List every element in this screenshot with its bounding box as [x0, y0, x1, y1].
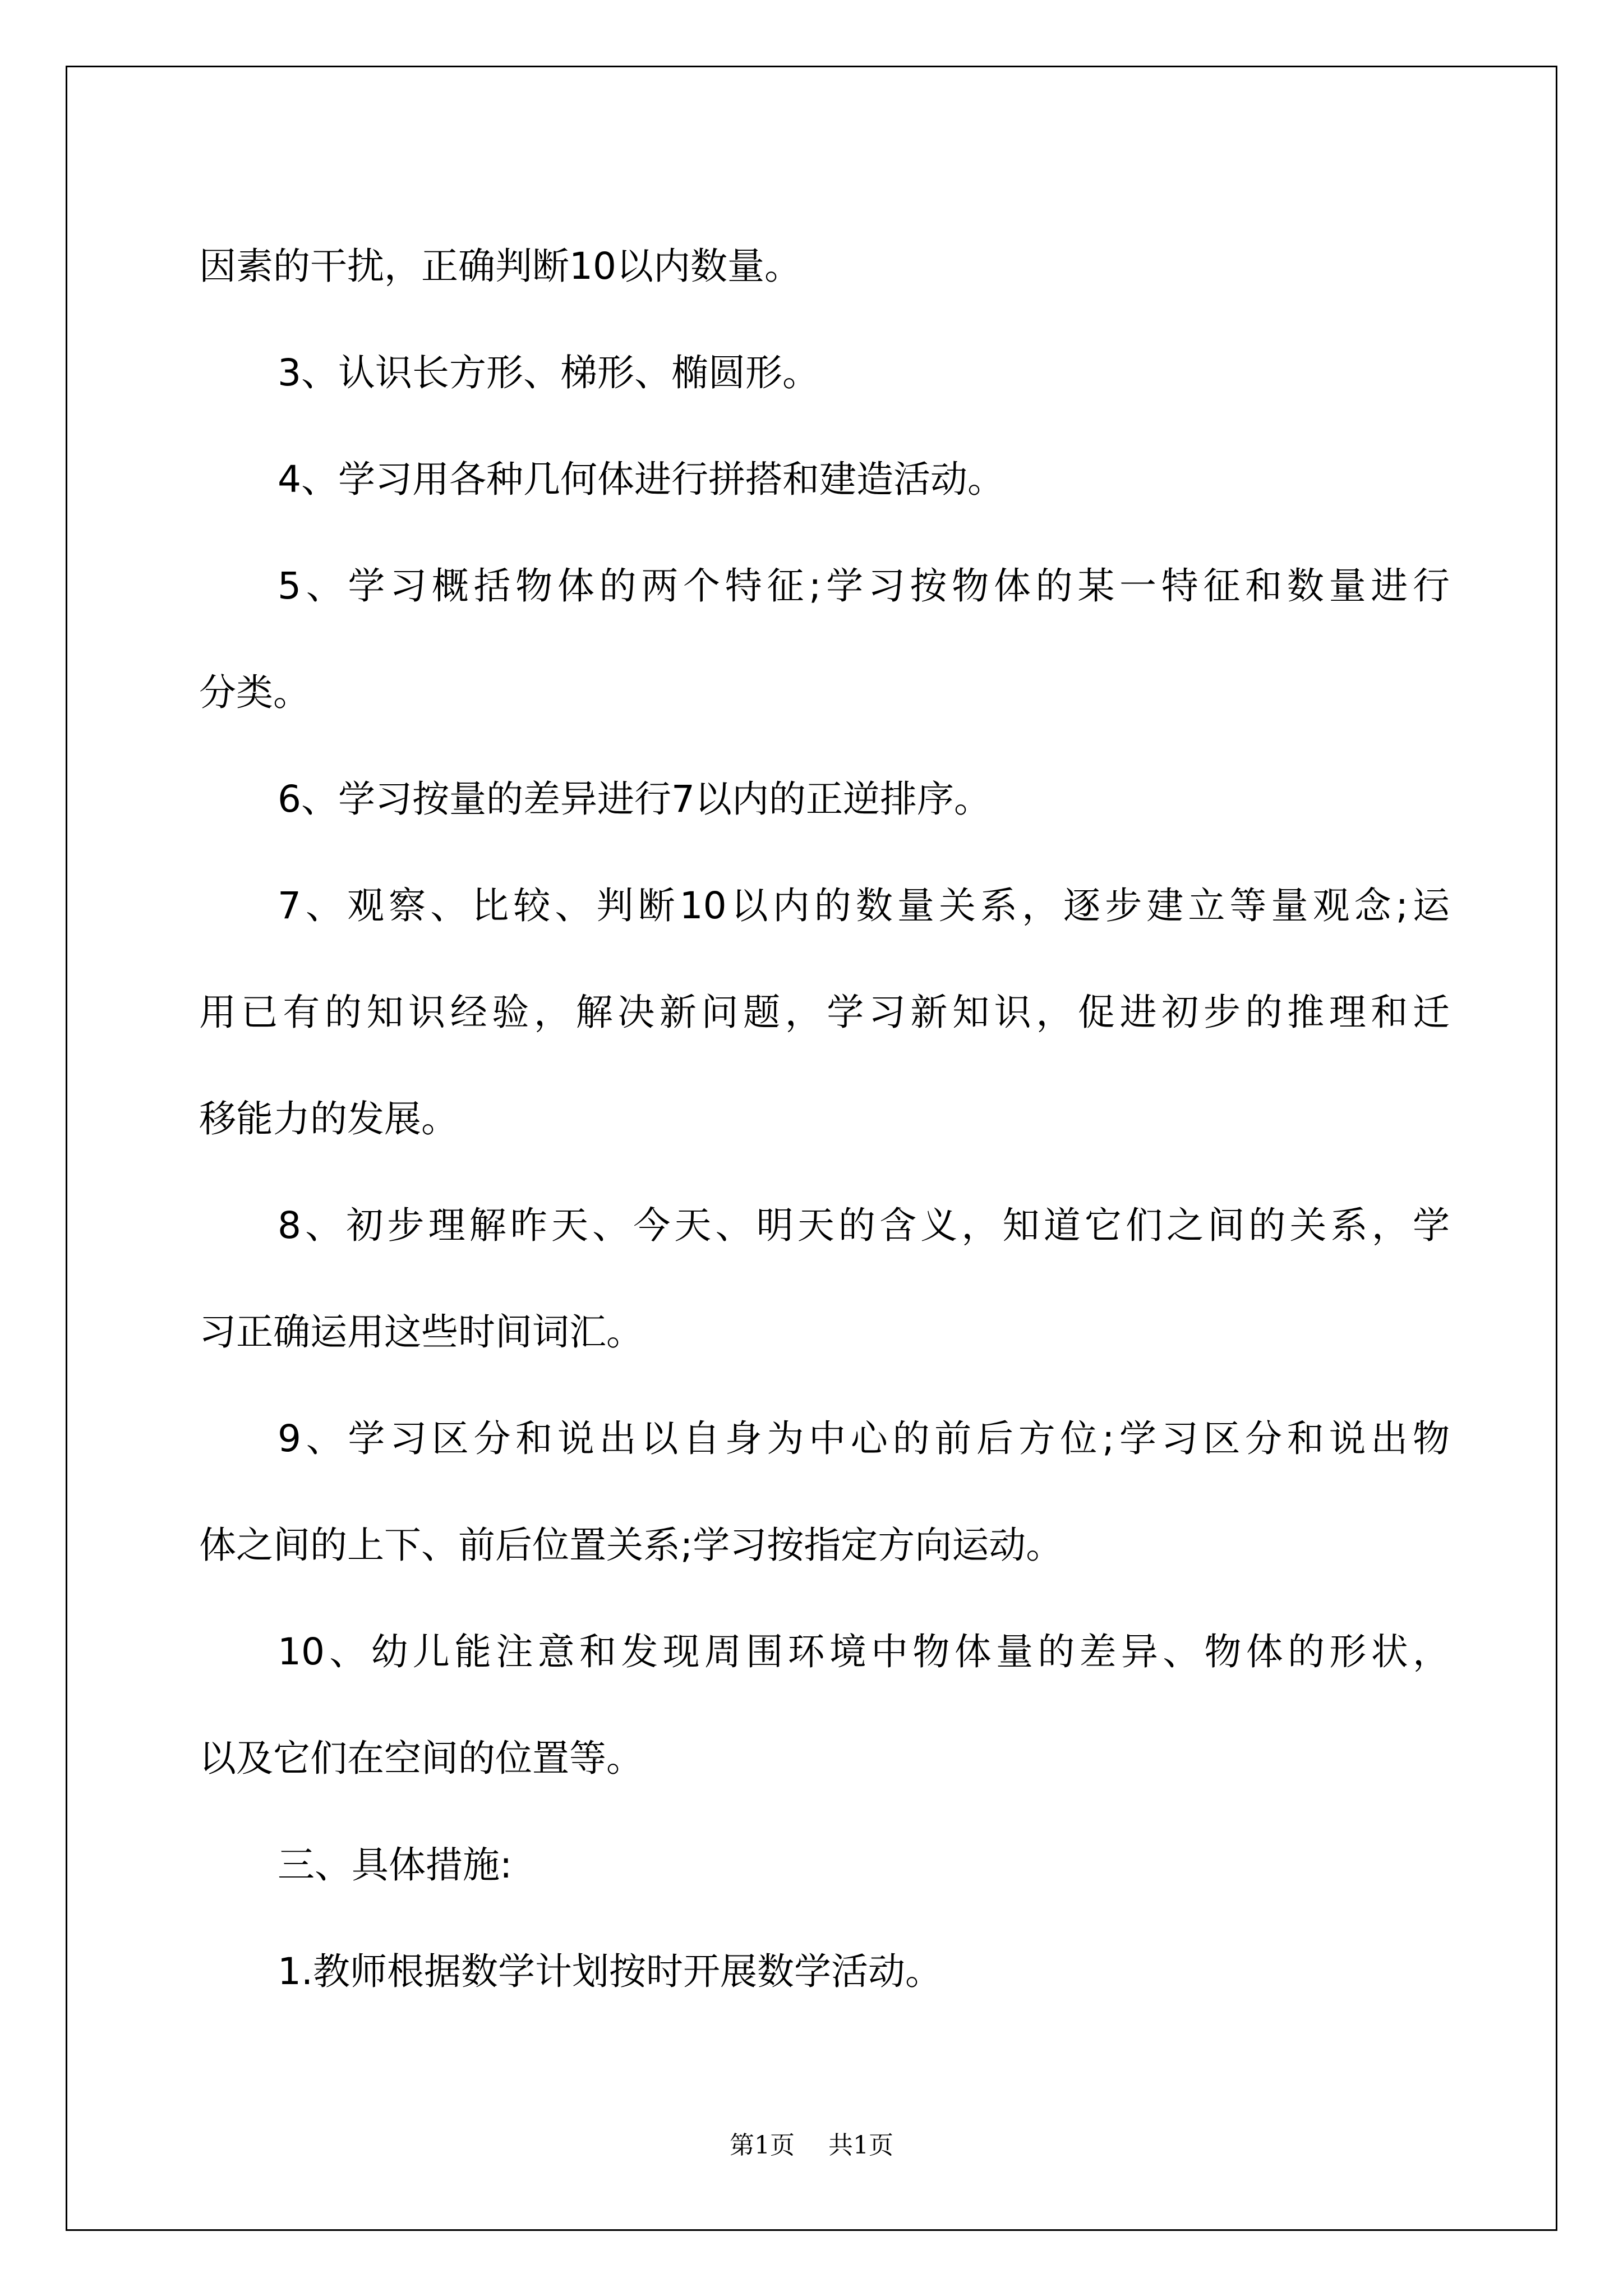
paragraph [199, 746, 1450, 853]
text-line: 体之间的上下、前后位置关系;学习按指定方向运动。 [199, 1524, 1063, 1567]
text-line: 3、认识长方形、梯形、椭圆形。 [278, 351, 819, 394]
page-footer [0, 2129, 1623, 2162]
text-line: 9、学习区分和说出以自身为中心的前后方位;学习区分和说出物 [278, 1417, 1450, 1460]
page-number-current: 第1页 [730, 2131, 795, 2160]
text-line: 以及它们在空间的位置等。 [199, 1737, 643, 1780]
text-line: 因素的干扰，正确判断10以内数量。 [199, 245, 801, 288]
page-number-total: 共1页 [828, 2131, 893, 2160]
text-line: 1.教师根据数学计划按时开展数学活动。 [278, 1950, 942, 1993]
paragraph [199, 1812, 1450, 1918]
paragraph [199, 1918, 1450, 2025]
text-line: 8、初步理解昨天、今天、明天的含义，知道它们之间的关系，学 [278, 1204, 1450, 1247]
paragraph [199, 1599, 1450, 1812]
paragraph [199, 1386, 1450, 1599]
text-line: 6、学习按量的差异进行7以内的正逆排序。 [278, 777, 991, 821]
text-line: 分类。 [199, 671, 310, 714]
text-line: 用已有的知识经验，解决新问题，学习新知识，促进初步的推理和迁 [199, 991, 1450, 1034]
paragraph [199, 320, 1450, 426]
paragraph [199, 533, 1450, 746]
paragraph [199, 426, 1450, 533]
document-body [199, 213, 1450, 2025]
text-line: 7、观察、比较、判断10以内的数量关系，逐步建立等量观念;运 [278, 884, 1450, 927]
paragraph [199, 853, 1450, 1172]
text-line: 5、学习概括物体的两个特征;学习按物体的某一特征和数量进行 [278, 564, 1450, 608]
text-line: 三、具体措施: [278, 1843, 513, 1887]
paragraph [199, 1172, 1450, 1386]
text-line: 10、幼儿能注意和发现周围环境中物体量的差异、物体的形状， [278, 1630, 1450, 1673]
paragraph [199, 213, 1450, 320]
text-line: 4、学习用各种几何体进行拼搭和建造活动。 [278, 458, 1004, 501]
text-line: 移能力的发展。 [199, 1097, 458, 1140]
text-line: 习正确运用这些时间词汇。 [199, 1310, 643, 1354]
